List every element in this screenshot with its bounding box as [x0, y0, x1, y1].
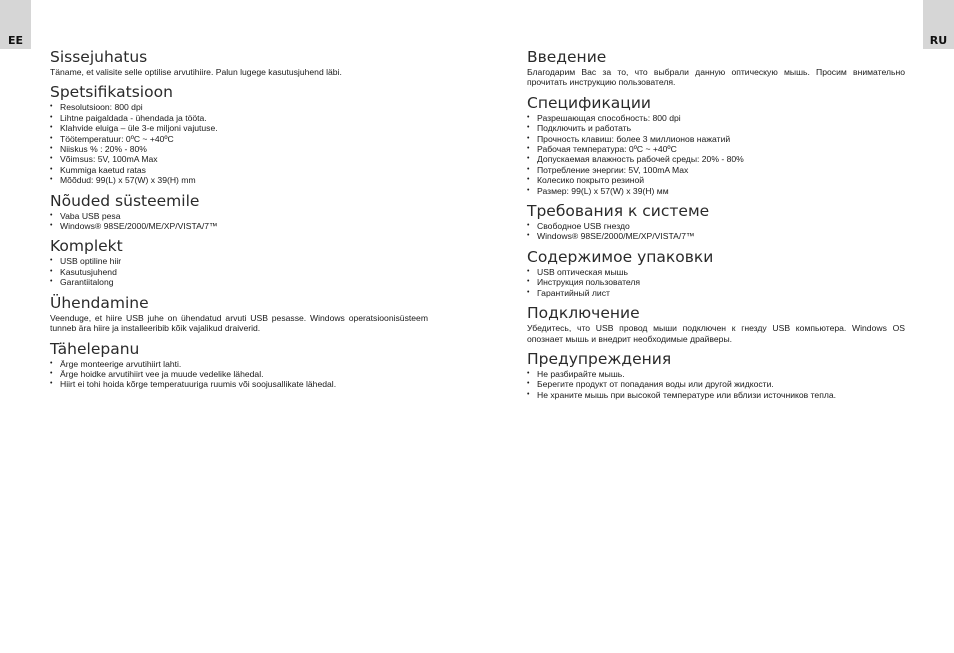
column-ee — [50, 48, 428, 390]
list-item: • Ärge monteerige arvutihiirt lahti. — [50, 359, 428, 369]
list-item: • Прочность клавиш: более 3 миллионов нажатий — [527, 134, 905, 144]
column-ru — [527, 48, 905, 400]
section-heading: Предупреждения — [527, 349, 672, 368]
list-item: • Niiskus % : 20% - 80% — [50, 144, 428, 154]
section-ee-1 — [50, 83, 428, 185]
list-item: • Инструкция пользователя — [527, 277, 905, 287]
section-ru-3 — [527, 248, 905, 298]
section-ru-1 — [527, 94, 905, 196]
list-item: • Размер: 99(L) x 57(W) x 39(H) мм — [527, 186, 905, 196]
section-ee-5 — [50, 340, 428, 390]
list-item: • Ärge hoidke arvutihiirt vee ja muude vedelike lähedal. — [50, 369, 428, 379]
section-heading: Nõuded süsteemile — [50, 191, 200, 210]
bullet-list — [50, 102, 428, 185]
bullet-list — [50, 211, 428, 232]
section-paragraph: Убедитесь, что USB провод мыши подключен к гнезду USB компьютера. Windows OS опознает мышь и внедрит необходимые драйверы. — [527, 323, 905, 344]
section-heading: Tähelepanu — [50, 339, 140, 358]
section-paragraph: Veenduge, et hiire USB juhe on ühendatud arvuti USB pesasse. Windows operatsioonisüsteem tunneb ära hiire ja installeeribib kõik vajalikud draiverid. — [50, 312, 428, 334]
list-item: • Свободное USB гнездо — [527, 221, 905, 231]
list-item: • Lihtne paigaldada - ühendada ja tööta. — [50, 113, 428, 123]
bullet-list — [527, 221, 905, 242]
language-tab-ee: EE — [0, 0, 31, 49]
section-ee-2 — [50, 192, 428, 232]
list-item: • Windows® 98SE/2000/ME/XP/VISTA/7™ — [527, 231, 905, 241]
list-item: • Garantiitalong — [50, 277, 428, 287]
section-ee-4 — [50, 294, 428, 334]
section-heading: Введение — [527, 48, 607, 66]
section-heading: Подключение — [527, 304, 640, 323]
language-tab-ru: RU — [923, 0, 954, 49]
list-item: • Windows® 98SE/2000/ME/XP/VISTA/7™ — [50, 221, 428, 231]
section-heading: Ühendamine — [50, 293, 149, 312]
section-ru-4 — [527, 304, 905, 344]
bullet-list — [50, 359, 428, 390]
bullet-list — [527, 267, 905, 298]
list-item: • Берегите продукт от попадания воды или другой жидкости. — [527, 379, 905, 389]
bullet-list — [50, 256, 428, 287]
list-item: • Гарантийный лист — [527, 288, 905, 298]
list-item: • Потребление энергии: 5V, 100mA Max — [527, 165, 905, 175]
list-item: • Kasutusjuhend — [50, 267, 428, 277]
list-item: • USB оптическая мышь — [527, 267, 905, 277]
list-item: • Töötemperatuur: 0ºC ~ +40ºC — [50, 134, 428, 144]
list-item: • Подключить и работать — [527, 123, 905, 133]
list-item: • Klahvide eluiga – üle 3-e miljoni vajutuse. — [50, 123, 428, 133]
list-item: • Колесико покрыто резиной — [527, 175, 905, 185]
section-heading: Sissejuhatus — [50, 48, 148, 66]
list-item: • Допускаемая влажность рабочей среды: 20% - 80% — [527, 154, 905, 164]
section-heading: Требования к системе — [527, 202, 710, 221]
section-ee-0 — [50, 48, 428, 77]
list-item: • Hiirt ei tohi hoida kõrge temperatuuriga ruumis või soojusallikate lähedal. — [50, 379, 428, 389]
section-paragraph: Благодарим Вас за то, что выбрали данную оптическую мышь. Просим внимательно прочитать инструкцию пользователя. — [527, 67, 905, 88]
list-item: • Не разбирайте мышь. — [527, 369, 905, 379]
list-item: • Рабочая температура: 0ºC ~ +40ºC — [527, 144, 905, 154]
section-heading: Komplekt — [50, 237, 123, 256]
section-heading: Содержимое упаковки — [527, 247, 714, 266]
bullet-list — [527, 369, 905, 400]
list-item: • Mõõdud: 99(L) x 57(W) x 39(H) mm — [50, 175, 428, 185]
section-heading: Spetsifikatsioon — [50, 83, 173, 102]
section-ru-5 — [527, 350, 905, 400]
list-item: • Kummiga kaetud ratas — [50, 165, 428, 175]
section-ru-2 — [527, 202, 905, 242]
section-paragraph: Täname, et valisite selle optilise arvutihiire. Palun lugege kasutusjuhend läbi. — [50, 67, 342, 77]
bullet-list — [527, 113, 905, 196]
list-item: • Võimsus: 5V, 100mA Max — [50, 154, 428, 164]
list-item: • Не храните мышь при высокой температуре или вблизи источников тепла. — [527, 390, 905, 400]
section-ru-0 — [527, 48, 905, 88]
section-heading: Спецификации — [527, 93, 651, 112]
list-item: • Vaba USB pesa — [50, 211, 428, 221]
list-item: • Resolutsioon: 800 dpi — [50, 102, 428, 112]
list-item: • Разрешающая способность: 800 dpi — [527, 113, 905, 123]
section-ee-3 — [50, 237, 428, 287]
list-item: • USB optiline hiir — [50, 256, 428, 266]
